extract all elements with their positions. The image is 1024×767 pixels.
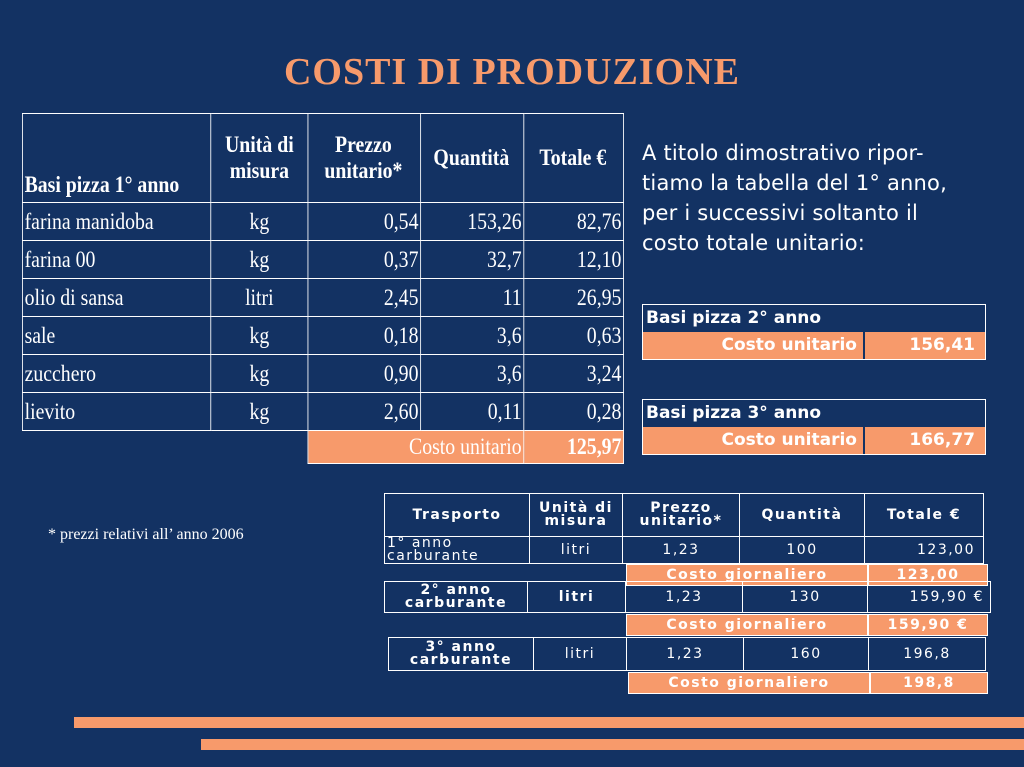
year2-cost-box <box>642 304 986 360</box>
table-cell: 3,6 <box>421 317 524 355</box>
transport-table-year2 <box>384 581 991 613</box>
table-cell: 0,63 <box>524 317 624 355</box>
table-cell: kg <box>211 317 308 355</box>
table-cell: zucchero <box>22 355 210 393</box>
table-cell: kg <box>211 393 308 431</box>
paragraph-line: tiamo la tabella del 1° anno, <box>642 171 947 195</box>
total-value: 125,97 <box>524 431 624 464</box>
table-cell: 100 <box>740 537 865 564</box>
daily-cost-row-3 <box>628 672 988 694</box>
total-label: Costo unitario <box>308 431 524 464</box>
table-cell: sale <box>22 317 210 355</box>
column-header: Quantità <box>740 494 865 537</box>
column-header: Unità di misura <box>530 494 623 537</box>
main-cost-table <box>22 113 624 464</box>
paragraph-line: A titolo dimostrativo ripor- <box>642 141 924 165</box>
year3-cost-label: Costo unitario <box>721 430 857 450</box>
column-header: Trasporto <box>385 494 530 537</box>
table-cell: 1,23 <box>623 537 740 564</box>
daily-cost-row-2 <box>626 614 988 636</box>
table-row <box>22 279 623 317</box>
table-row <box>389 638 986 671</box>
transport-table-year3 <box>388 637 986 671</box>
table-cell: kg <box>211 241 308 279</box>
year2-cost-label: Costo unitario <box>721 335 857 355</box>
table-cell: 160 <box>744 638 869 671</box>
table-cell: 0,28 <box>524 393 624 431</box>
table-cell: 0,54 <box>308 203 421 241</box>
table-cell: 2,45 <box>308 279 421 317</box>
page-title: COSTI DI PRODUZIONE <box>283 51 741 93</box>
table-cell: 0,90 <box>308 355 421 393</box>
table-cell: olio di sansa <box>22 279 210 317</box>
column-header: Totale € <box>865 494 984 537</box>
table-cell: 3,24 <box>524 355 624 393</box>
table-cell: kg <box>211 203 308 241</box>
column-header: Quantità <box>421 114 524 203</box>
daily-cost-value: 159,90 € <box>868 614 988 636</box>
table-cell: litri <box>528 582 626 613</box>
table-header-row <box>385 494 984 537</box>
table-cell: litri <box>534 638 627 671</box>
paragraph-line: per i successivi soltanto il <box>642 201 919 225</box>
table-row <box>22 241 623 279</box>
description-paragraph <box>642 138 1012 258</box>
daily-cost-label: Costo giornaliero <box>626 564 868 586</box>
year2-cost-value: 156,41 <box>863 332 985 359</box>
table-cell: 26,95 <box>524 279 624 317</box>
table-row <box>22 317 623 355</box>
year2-header: Basi pizza 2° anno <box>646 308 822 328</box>
daily-cost-label: Costo giornaliero <box>628 672 870 694</box>
table-cell: 1,23 <box>626 582 743 613</box>
table-cell: 11 <box>421 279 524 317</box>
table-cell: 153,26 <box>421 203 524 241</box>
table-cell: 82,76 <box>524 203 624 241</box>
table-row <box>22 203 623 241</box>
year3-header: Basi pizza 3° anno <box>646 403 822 423</box>
table-row <box>385 537 984 564</box>
table-cell: 196,8 <box>869 638 986 671</box>
table-row <box>385 582 991 613</box>
table-cell: 1° anno carburante <box>385 537 530 564</box>
year3-cost-row <box>643 427 985 454</box>
daily-cost-label: Costo giornaliero <box>626 614 868 636</box>
table-cell: litri <box>211 279 308 317</box>
daily-cost-value: 123,00 <box>868 564 988 586</box>
daily-cost-value: 198,8 <box>870 672 988 694</box>
year2-cost-row <box>643 332 985 359</box>
table-cell: 130 <box>743 582 868 613</box>
table-cell: 2° anno carburante <box>385 582 528 613</box>
table-cell: 2,60 <box>308 393 421 431</box>
table-cell: 1,23 <box>627 638 744 671</box>
column-header: Prezzo unitario* <box>623 494 740 537</box>
table-cell: 3,6 <box>421 355 524 393</box>
column-header: Basi pizza 1° anno <box>22 114 210 203</box>
table-cell: 3° anno carburante <box>389 638 534 671</box>
table-cell: 0,11 <box>421 393 524 431</box>
table-cell: 123,00 <box>865 537 984 564</box>
table-cell: 0,18 <box>308 317 421 355</box>
column-header: Totale € <box>524 114 624 203</box>
table-cell: farina 00 <box>22 241 210 279</box>
footnote: * prezzi relativi all’ anno 2006 <box>48 526 244 543</box>
table-row <box>22 355 623 393</box>
year3-cost-box <box>642 399 986 455</box>
paragraph-line: costo totale unitario: <box>642 231 866 255</box>
transport-table <box>384 493 984 564</box>
table-cell: 159,90 € <box>868 582 991 613</box>
table-cell: 32,7 <box>421 241 524 279</box>
table-cell: 0,37 <box>308 241 421 279</box>
total-row <box>22 431 623 464</box>
table-cell: farina manidoba <box>22 203 210 241</box>
table-row <box>22 393 623 431</box>
column-header: Unità di misura <box>211 114 308 203</box>
table-cell: litri <box>530 537 623 564</box>
year3-cost-value: 166,77 <box>863 427 985 454</box>
table-cell: kg <box>211 355 308 393</box>
table-cell: lievito <box>22 393 210 431</box>
column-header: Prezzo unitario* <box>308 114 421 203</box>
decorative-bar <box>74 717 1024 728</box>
decorative-bar <box>201 739 1024 750</box>
table-header-row <box>22 114 623 203</box>
table-cell: 12,10 <box>524 241 624 279</box>
